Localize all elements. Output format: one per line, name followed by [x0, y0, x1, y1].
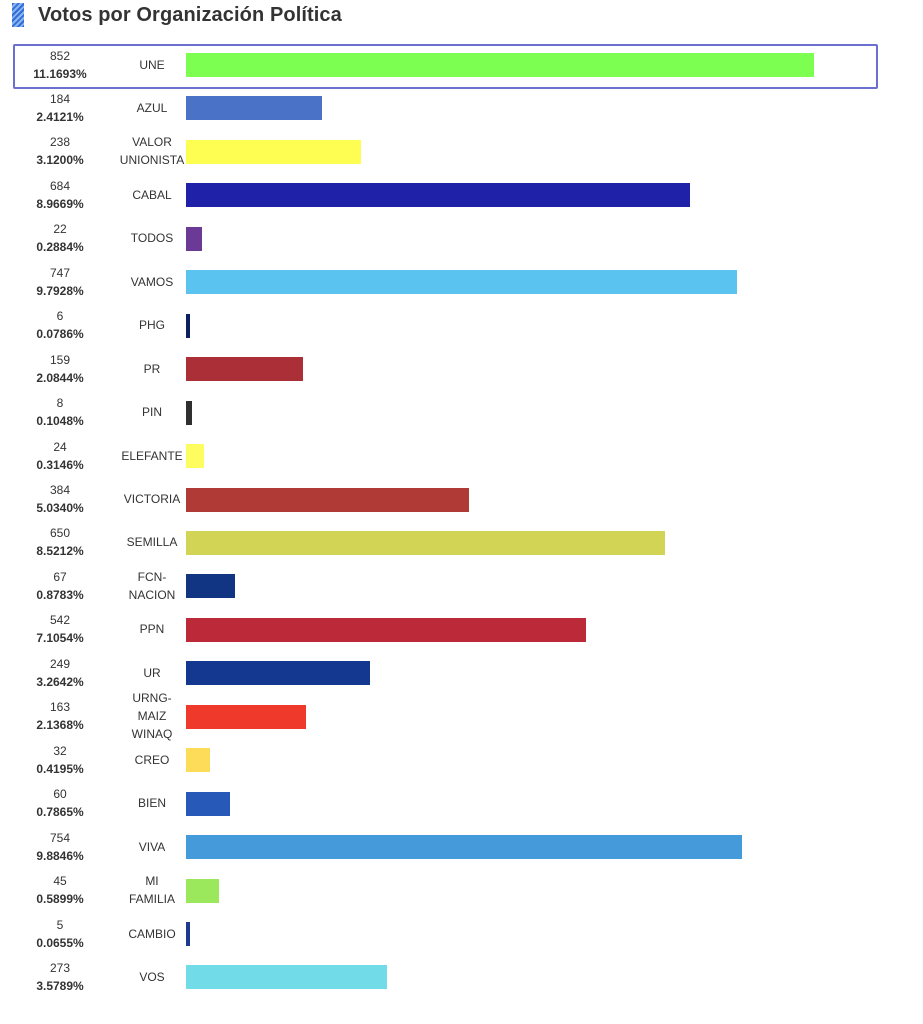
bar-value-label [0, 347, 120, 390]
vote-count: 273 [49, 960, 71, 975]
bar-row[interactable] [0, 955, 900, 998]
vote-count: 747 [49, 265, 71, 280]
bar-value-label [0, 434, 120, 477]
vote-percentage: 0.8783% [36, 587, 84, 602]
party-name: ELEFANTE [121, 448, 183, 463]
bar[interactable] [186, 618, 586, 642]
bar-row[interactable] [0, 304, 900, 347]
bar[interactable] [186, 965, 387, 989]
party-name: MI FAMILIA [128, 874, 175, 907]
bar-row[interactable] [0, 738, 900, 781]
bar-row[interactable] [0, 434, 900, 477]
vote-count: 32 [53, 743, 67, 758]
party-name: VIVA [138, 839, 166, 854]
vote-count: 184 [49, 91, 71, 106]
bar-value-label [0, 260, 120, 303]
bar[interactable] [186, 53, 814, 77]
party-name: TODOS [130, 231, 174, 246]
bar-row[interactable] [0, 130, 900, 173]
bar-value-label [0, 651, 120, 694]
vote-percentage: 0.5899% [36, 892, 84, 907]
bar-row[interactable] [0, 347, 900, 390]
bar-value-label [0, 564, 120, 607]
vote-percentage: 8.5212% [36, 544, 84, 559]
vote-count: 238 [49, 135, 71, 150]
bar-row[interactable] [0, 173, 900, 216]
bar-row[interactable] [0, 691, 900, 742]
vote-percentage: 3.1200% [36, 153, 84, 168]
party-name: PIN [141, 405, 162, 420]
party-name: VAMOS [130, 274, 174, 289]
vote-count: 67 [53, 569, 67, 584]
vote-percentage: 5.0340% [36, 501, 84, 515]
vote-percentage: 2.0844% [36, 370, 84, 385]
bar-row[interactable] [0, 564, 900, 607]
bar[interactable] [186, 270, 737, 294]
party-name: UR [143, 665, 161, 680]
bar-value-label [0, 782, 120, 825]
bar[interactable] [186, 661, 370, 685]
vote-percentage: 0.2884% [36, 240, 84, 255]
bar-value-label [0, 738, 120, 781]
bar-value-label [0, 130, 120, 173]
vote-percentage: 0.4195% [36, 761, 84, 776]
header-accent-icon [12, 3, 24, 27]
party-name: PHG [138, 318, 165, 333]
vote-percentage: 8.9669% [36, 196, 84, 211]
vote-percentage: 3.2642% [36, 674, 84, 689]
bar[interactable] [186, 705, 306, 729]
party-name: SEMILLA [126, 535, 178, 550]
vote-percentage: 9.8846% [36, 848, 84, 863]
bar[interactable] [186, 748, 210, 772]
bar-row[interactable] [0, 912, 900, 955]
vote-count: 163 [49, 700, 71, 715]
bar-row[interactable] [0, 43, 900, 86]
bar-row[interactable] [0, 86, 900, 129]
party-name: BIEN [137, 796, 166, 811]
bar-row[interactable] [0, 260, 900, 303]
bar-row[interactable] [0, 478, 900, 521]
party-name: PR [143, 361, 161, 376]
vote-count: 650 [49, 526, 71, 541]
party-name: CABAL [132, 187, 172, 202]
bar[interactable] [186, 444, 204, 468]
vote-count: 45 [53, 874, 67, 889]
bar-value-label [0, 391, 120, 434]
vote-count: 6 [56, 309, 64, 324]
vote-count: 542 [49, 613, 71, 628]
vote-percentage: 0.1048% [36, 414, 84, 429]
vote-count: 249 [49, 656, 71, 671]
vote-percentage: 3.5789% [36, 978, 84, 993]
chart-header [12, 0, 342, 30]
bar-value-label [0, 955, 120, 998]
bar[interactable] [186, 879, 219, 903]
bar-row[interactable] [0, 651, 900, 694]
bar-row[interactable] [0, 869, 900, 912]
vote-count: 22 [53, 222, 67, 237]
bar-value-label [0, 825, 120, 868]
party-name: AZUL [136, 100, 168, 115]
party-name: FCN- NACION [128, 569, 176, 602]
bar-row[interactable] [0, 825, 900, 868]
bar-value-label [0, 43, 120, 86]
bar-value-label [0, 304, 120, 347]
bar-row[interactable] [0, 217, 900, 260]
vote-count: 24 [53, 439, 67, 454]
bar-value-label [0, 869, 120, 912]
vote-percentage: 7.1054% [36, 631, 84, 646]
bar-value-label [0, 521, 120, 564]
vote-percentage: 0.0786% [36, 327, 84, 342]
party-name: VICTORIA [123, 492, 181, 506]
party-name: CAMBIO [128, 926, 176, 941]
bar[interactable] [186, 314, 190, 338]
vote-percentage: 0.7865% [36, 805, 84, 820]
bar[interactable] [186, 96, 322, 120]
party-name: VOS [139, 969, 165, 984]
vote-count: 384 [49, 483, 71, 497]
bar[interactable] [186, 227, 202, 251]
vote-percentage: 11.1693% [33, 66, 87, 81]
bar-value-label [0, 478, 120, 521]
bar-value-label [0, 695, 120, 738]
bar[interactable] [186, 401, 192, 425]
bar-value-label [0, 86, 120, 129]
bar[interactable] [186, 531, 665, 555]
bar[interactable] [186, 183, 690, 207]
party-name: VALOR UNIONISTA [119, 135, 185, 168]
bar-value-label [0, 608, 120, 651]
vote-percentage: 0.3146% [36, 457, 84, 472]
vote-count: 159 [49, 352, 71, 367]
vote-percentage: 9.7928% [36, 283, 84, 298]
bar[interactable] [186, 357, 303, 381]
vote-percentage: 0.0655% [36, 935, 84, 950]
vote-percentage: 2.4121% [36, 109, 84, 124]
bar-value-label [0, 217, 120, 260]
vote-count: 754 [49, 830, 71, 845]
bar-row[interactable] [0, 521, 900, 564]
bar[interactable] [186, 574, 235, 598]
party-name: CREO [134, 752, 170, 767]
bar-value-label [0, 912, 120, 955]
bar[interactable] [186, 835, 742, 859]
bar-row[interactable] [0, 391, 900, 434]
vote-count: 8 [56, 396, 64, 411]
chart-title: Votos por Organización Política [38, 3, 342, 26]
bar[interactable] [186, 140, 361, 164]
bar[interactable] [186, 488, 469, 512]
bar-value-label [0, 173, 120, 216]
party-name: UNE [139, 57, 165, 72]
vote-count: 684 [49, 178, 71, 193]
vote-count: 852 [49, 48, 71, 63]
bar[interactable] [186, 922, 190, 946]
bar-chart [0, 40, 923, 1024]
bar-row[interactable] [0, 782, 900, 825]
bar[interactable] [186, 792, 230, 816]
vote-count: 5 [56, 917, 64, 932]
vote-percentage: 2.1368% [36, 718, 84, 733]
bar-row[interactable] [0, 608, 900, 651]
party-name: PPN [139, 622, 165, 637]
party-name: URNG- MAIZ WINAQ [131, 691, 173, 742]
vote-count: 60 [53, 787, 67, 802]
